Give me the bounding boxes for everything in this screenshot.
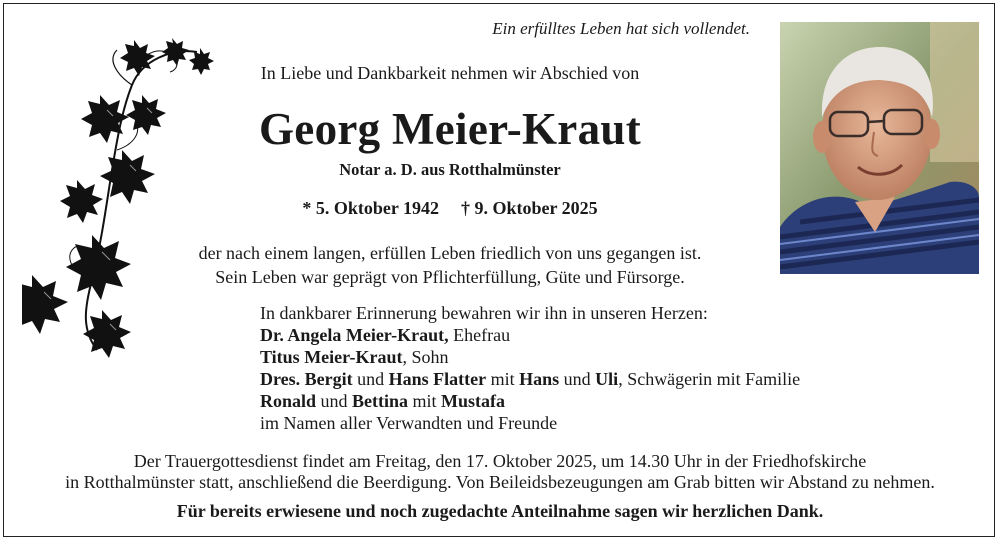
motto: Ein erfülltes Leben hat sich vollendet. [492,19,750,38]
mourner-sister-in-law: Dres. Bergit und Hans Flatter mit Hans und Uli, Schwägerin mit Familie [260,369,801,389]
bio-line: Sein Leben war geprägt von Pflichterfüllung, Güte und Fürsorge. [215,267,685,287]
service-line: in Rotthalmünster statt, anschließend die Beerdigung. Von Beileidsbezeugungen am Grab bitten wir Abstand zu nehmen. [65,472,935,492]
mourner-wife: Dr. Angela Meier-Kraut, Ehefrau [260,325,511,345]
mourner-son: Titus Meier-Kraut, Sohn [260,347,449,367]
deceased-title: Notar a. D. aus Rotthalmünster [339,160,561,179]
mourners-list [260,302,900,434]
mourner-ronald: Ronald und Bettina mit Mustafa [260,391,506,411]
death-date: † 9. Oktober 2025 [461,198,598,218]
biography [130,241,770,289]
funeral-service-info [8,451,992,493]
mourners-intro: In dankbarer Erinnerung bewahren wir ihn in unseren Herzen: [260,303,708,323]
birth-date: * 5. Oktober 1942 [302,198,439,218]
thanks-note: Für bereits erwiesene und noch zugedachte Anteilnahme sagen wir herzlichen Dank. [176,501,824,521]
service-line: Der Trauergottesdienst findet am Freitag, den 17. Oktober 2025, um 14.30 Uhr in der Friedhofskirche [133,451,867,471]
mourners-closing: im Namen aller Verwandten und Freunde [260,413,558,433]
deceased-name: Georg Meier-Kraut [259,104,641,154]
bio-line: der nach einem langen, erfüllen Leben friedlich von uns gegangen ist. [198,243,702,263]
portrait-image [780,22,979,274]
farewell-intro: In Liebe und Dankbarkeit nehmen wir Abschied von [260,63,640,83]
portrait-photo [780,22,979,274]
life-dates [180,198,720,219]
